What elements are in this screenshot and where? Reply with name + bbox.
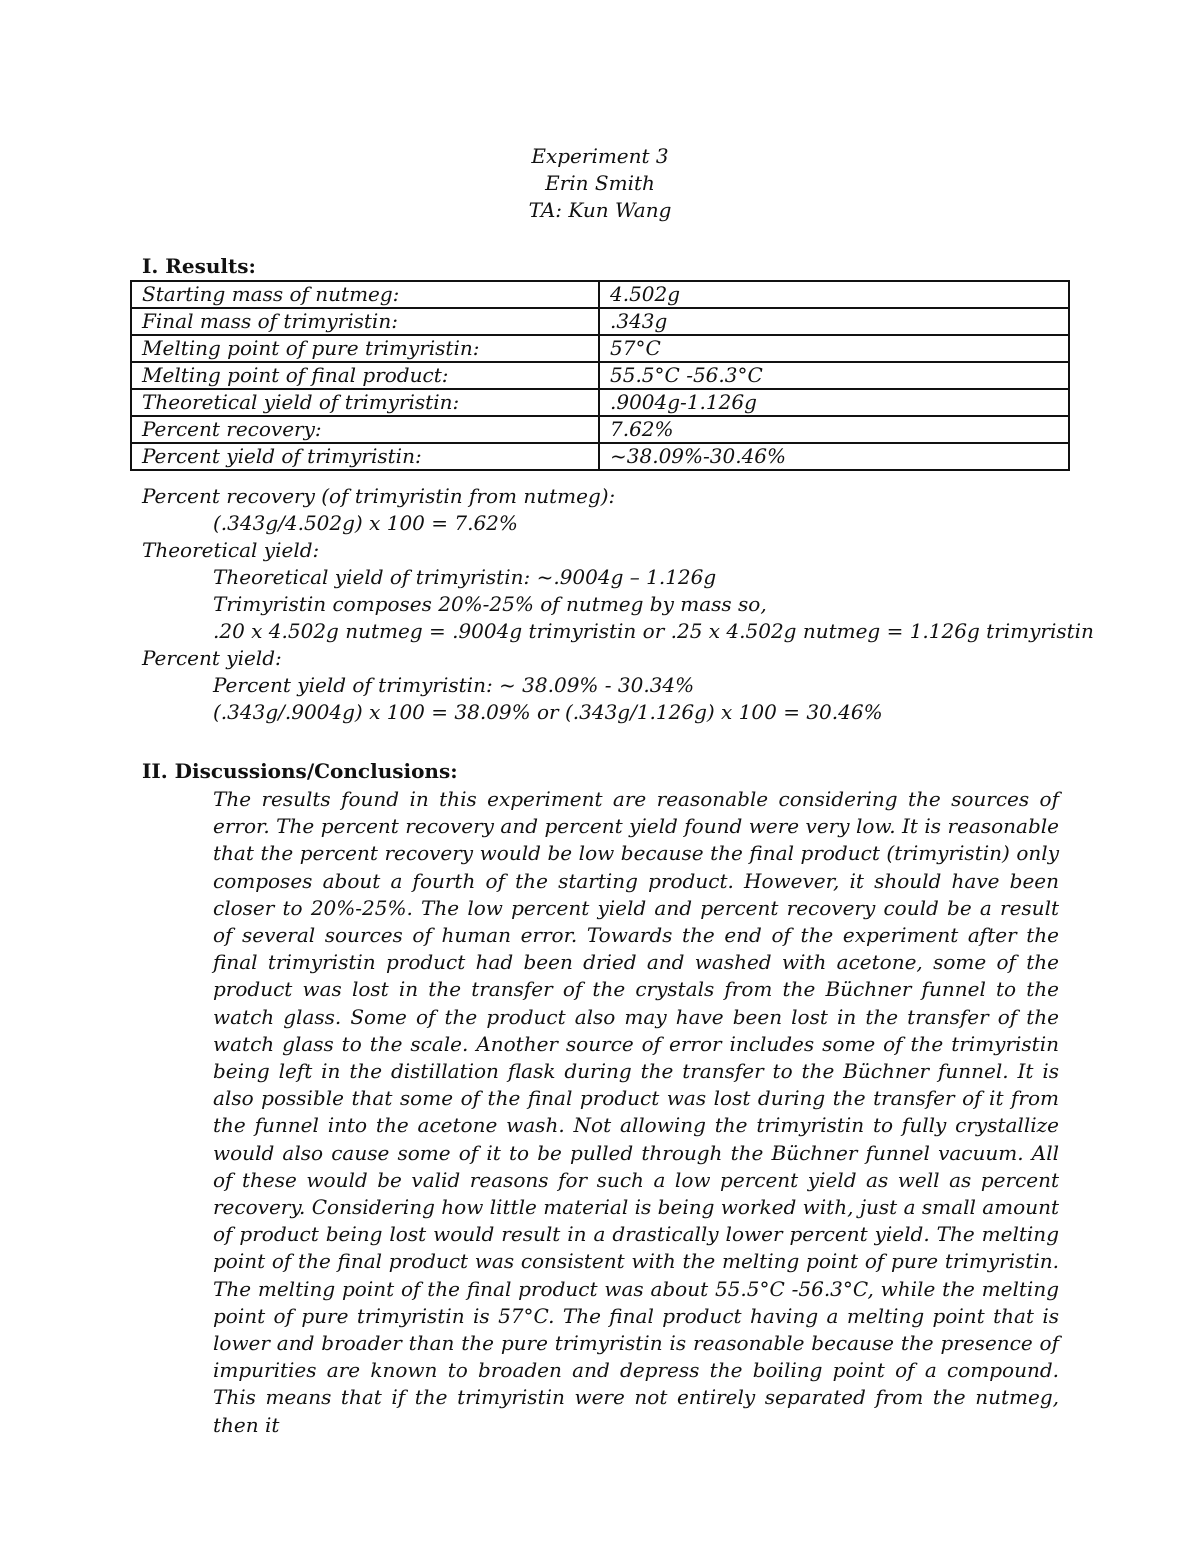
row-label: Percent recovery: xyxy=(131,416,599,443)
results-table xyxy=(130,280,1070,471)
document-header xyxy=(0,143,1200,224)
yield-line: (.343g/.9004g) x 100 = 38.09% or (.343g/1.126g) x 100 = 30.46% xyxy=(213,700,883,724)
theoretical-line: .20 x 4.502g nutmeg = .9004g trimyristin or .25 x 4.502g nutmeg = 1.126g trimyristin xyxy=(213,619,1094,643)
discussion-heading: II. Discussions/Conclusions: xyxy=(142,759,458,783)
recovery-equation: (.343g/4.502g) x 100 = 7.62% xyxy=(213,511,518,535)
yield-heading: Percent yield: xyxy=(142,646,282,670)
row-label: Percent yield of trimyristin: xyxy=(131,443,599,470)
recovery-heading: Percent recovery (of trimyristin from nutmeg): xyxy=(142,484,616,508)
calculations-block xyxy=(142,483,1094,726)
row-value: 55.5°C -56.3°C xyxy=(599,362,1069,389)
row-label: Starting mass of nutmeg: xyxy=(131,281,599,308)
document-title: Experiment 3 xyxy=(531,144,669,168)
theoretical-heading: Theoretical yield: xyxy=(142,538,320,562)
discussion-paragraph: The results found in this experiment are reasonable considering the sources of error. The percent recovery and percent yield found were very low. It is reasonable that the percent recovery would be low because the final product (trimyristin) only composes about a fourth of the starting product. However, it should have been closer to 20%-25%. The low percent yield and percent recovery could be a result of several sources of human error. Towards the end of the experiment after the final trimyristin product had been dried and washed with acetone, some of the product was lost in the transfer of the crystals from the Büchner funnel to the watch glass. Some of the product also may have been lost in the transfer of the watch glass to the scale. Another source of error includes some of the trimyristin being left in the distillation flask during the transfer to the Büchner funnel. It is also possible that some of the final product was lost during the transfer of it from the funnel into the acetone wash. Not allowing the trimyristin to fully crystallize would also cause some of it to be pulled through the Büchner funnel vacuum. All of these would be valid reasons for such a low percent yield as well as percent recovery. Considering how little material is being worked with, just a small amount of product being lost would result in a drastically lower percent yield. The melting point of the final product was consistent with the melting point of pure trimyristin. The melting point of the final product was about 55.5°C -56.3°C, while the melting point of pure trimyristin is 57°C. The final product having a melting point that is lower and broader than the pure trimyristin is reasonable because the presence of impurities are known to broaden and depress the boiling point of a compound. This means that if the trimyristin were not entirely separated from the nutmeg, then it xyxy=(213,787,1059,1437)
table-row xyxy=(131,281,1069,308)
row-label: Melting point of final product: xyxy=(131,362,599,389)
yield-line: Percent yield of trimyristin: ~ 38.09% - 30.34% xyxy=(213,673,695,697)
row-value: 57°C xyxy=(599,335,1069,362)
author-name: Erin Smith xyxy=(545,171,655,195)
table-row xyxy=(131,389,1069,416)
results-heading: I. Results: xyxy=(142,254,256,278)
ta-name: TA: Kun Wang xyxy=(528,198,672,222)
table-row xyxy=(131,443,1069,470)
row-label: Melting point of pure trimyristin: xyxy=(131,335,599,362)
row-value: 7.62% xyxy=(599,416,1069,443)
row-value: .343g xyxy=(599,308,1069,335)
row-label: Theoretical yield of trimyristin: xyxy=(131,389,599,416)
row-value: .9004g-1.126g xyxy=(599,389,1069,416)
row-value: 4.502g xyxy=(599,281,1069,308)
table-row xyxy=(131,335,1069,362)
table-row xyxy=(131,362,1069,389)
row-label: Final mass of trimyristin: xyxy=(131,308,599,335)
table-row xyxy=(131,416,1069,443)
row-value: ~38.09%-30.46% xyxy=(599,443,1069,470)
theoretical-line: Theoretical yield of trimyristin: ~.9004g – 1.126g xyxy=(213,565,717,589)
theoretical-line: Trimyristin composes 20%-25% of nutmeg by mass so, xyxy=(213,592,767,616)
table-row xyxy=(131,308,1069,335)
